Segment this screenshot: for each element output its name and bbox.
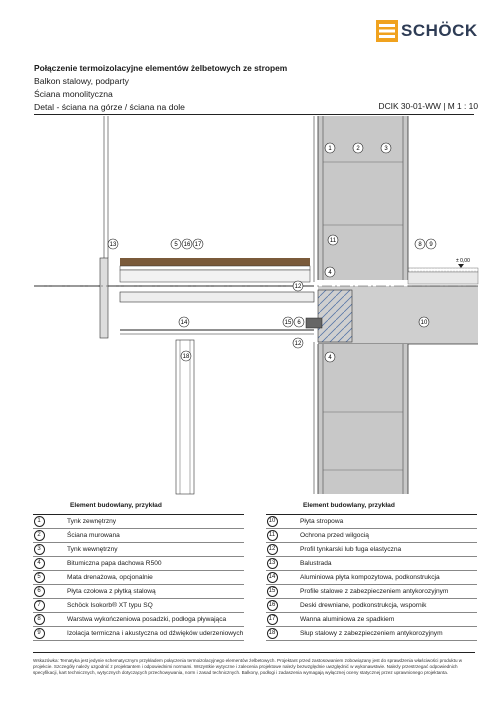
svg-text:12: 12 xyxy=(294,284,302,290)
callout-4b xyxy=(325,352,335,362)
legend-row xyxy=(33,585,244,599)
legend-text: Izolacja termiczna i akustyczna od dźwięków uderzeniowych xyxy=(45,627,244,641)
drawing-code: DCIK 30-01-WW | M 1 : 10 xyxy=(378,101,478,111)
callout-12a xyxy=(293,281,303,291)
legend-row xyxy=(266,627,477,641)
legend-text: Płyta czołowa z płytką stalową xyxy=(45,585,244,599)
legend-text: Schöck Isokorb® XT typu SQ xyxy=(45,599,244,613)
svg-text:18: 18 xyxy=(182,354,190,360)
legend-number: 17 xyxy=(267,614,278,625)
legend-row xyxy=(266,543,477,557)
svg-text:8: 8 xyxy=(418,242,422,248)
legend-number: 13 xyxy=(267,558,278,569)
legend-row xyxy=(266,557,477,571)
legend-row xyxy=(33,599,244,613)
legend-row xyxy=(33,543,244,557)
wooden-decking xyxy=(120,258,310,266)
legend-text: Ściana murowana xyxy=(45,529,244,543)
callout-5 xyxy=(171,239,181,249)
callout-9 xyxy=(426,239,436,249)
callout-12b xyxy=(293,338,303,348)
legend-number: 2 xyxy=(34,530,45,541)
legend-row xyxy=(266,571,477,585)
legend-text: Słup stalowy z zabezpieczeniem antykorozyjnym xyxy=(278,627,477,641)
callout-1 xyxy=(325,143,335,153)
steel-column xyxy=(176,340,194,494)
legend-row xyxy=(33,515,244,529)
callout-2 xyxy=(353,143,363,153)
callout-6 xyxy=(294,317,304,327)
legend-number: 18 xyxy=(267,628,278,639)
callout-15 xyxy=(283,317,293,327)
legend-number: 16 xyxy=(267,600,278,611)
legend-number: 4 xyxy=(34,558,45,569)
legend-text: Profil tynkarski lub fuga elastyczna xyxy=(278,543,477,557)
legend-header: Element budowlany, przykład xyxy=(33,497,244,515)
callout-8 xyxy=(415,239,425,249)
legend-number: 14 xyxy=(267,572,278,583)
callout-14 xyxy=(179,317,189,327)
isokorb-connector xyxy=(306,318,322,328)
legend-row xyxy=(266,585,477,599)
legend-row xyxy=(266,599,477,613)
legend-number: 15 xyxy=(267,586,278,597)
legend-number: 6 xyxy=(34,586,45,597)
legend-text: Balustrada xyxy=(278,557,477,571)
legend-table-left xyxy=(33,497,244,641)
svg-text:16: 16 xyxy=(183,242,191,248)
legend-row xyxy=(33,557,244,571)
legend-number: 11 xyxy=(267,530,278,541)
callout-13 xyxy=(108,239,118,249)
svg-text:6: 6 xyxy=(297,320,301,326)
legend-text: Warstwa wykończeniowa posadzki, podłoga pływająca xyxy=(45,613,244,627)
upper-wall-block xyxy=(318,116,408,280)
legend-number: 5 xyxy=(34,572,45,583)
legend-number: 7 xyxy=(34,600,45,611)
svg-text:4: 4 xyxy=(328,355,332,361)
svg-text:1: 1 xyxy=(328,146,332,152)
disclaimer-note: Wskazówka: Tematyka jest jedynie schematycznym przykładem połączenia termoizolacyjnego elementów żelbetowych. Projektant przed zastosowaniem zobowiązany jest do sprawdzenia właściwości produktu w projekcie. Szczegóły należy uzgodnić z projektantem i odpowiednimi normami. Wszystkie wytyczne i zalecenia projektowe należy bezwzględnie uwzględnić w wykonawstwie. Należy przestrzegać odpowiednich specyfikacji, kart technicznych, wytycznych dotyczących przechowywania, norm i zasad technicznych. Balkony, podłogi i zadaszenia wymagają wyłącznej oceny statycznej przez uprawnionego projektanta. xyxy=(33,658,463,676)
legend-text: Wanna aluminiowa ze spadkiem xyxy=(278,613,477,627)
svg-text:10: 10 xyxy=(420,320,428,326)
legend-table-right xyxy=(266,497,477,641)
legend-text: Ochrona przed wilgocią xyxy=(278,529,477,543)
legend-row xyxy=(33,627,244,641)
callout-17 xyxy=(193,239,203,249)
svg-text:2: 2 xyxy=(356,146,360,152)
svg-text:3: 3 xyxy=(384,146,388,152)
legend-row xyxy=(33,571,244,585)
subtitle-balcony: Balkon stalowy, podparty xyxy=(34,76,129,86)
legend-row xyxy=(266,529,477,543)
callout-16 xyxy=(182,239,192,249)
legend-row xyxy=(266,515,477,529)
insulation-block xyxy=(318,290,352,342)
legend-number: 12 xyxy=(267,544,278,555)
svg-text:17: 17 xyxy=(194,242,202,248)
legend-text: Tynk zewnętrzny xyxy=(45,515,244,529)
legend-number: 8 xyxy=(34,614,45,625)
legend-row xyxy=(33,613,244,627)
legend-text: Mata drenażowa, opcjonalnie xyxy=(45,571,244,585)
legend-number: 3 xyxy=(34,544,45,555)
callout-18 xyxy=(181,351,191,361)
lower-wall-block xyxy=(318,344,408,494)
callout-10 xyxy=(419,317,429,327)
legend-text: Aluminiowa płyta kompozytowa, podkonstrukcja xyxy=(278,571,477,585)
legend-text: Deski drewniane, podkonstrukcja, wspornik xyxy=(278,599,477,613)
brand-name: SCHÖCK xyxy=(401,21,478,40)
callout-11 xyxy=(328,235,338,245)
legend-text: Bitumiczna papa dachowa R500 xyxy=(45,557,244,571)
page-title: Połączenie termoizolacyjne elementów żelbetowych ze stropem xyxy=(34,63,288,73)
legend-header: Element budowlany, przykład xyxy=(266,497,477,515)
legend-row xyxy=(266,613,477,627)
level-label: ± 0,00 xyxy=(456,258,470,264)
steel-profile xyxy=(120,292,314,302)
svg-text:13: 13 xyxy=(109,242,117,248)
svg-text:11: 11 xyxy=(329,238,337,244)
subtitle-detail: Detal - ściana na górze / ściana na dole xyxy=(34,102,185,112)
callout-4a xyxy=(325,267,335,277)
svg-text:12: 12 xyxy=(294,341,302,347)
legend-text: Tynk wewnętrzny xyxy=(45,543,244,557)
legend-row xyxy=(33,529,244,543)
legend-text: Profile stalowe z zabezpieczeniem antykorozyjnym xyxy=(278,585,477,599)
svg-text:9: 9 xyxy=(429,242,433,248)
balustrade xyxy=(100,258,108,338)
subtitle-wall: Ściana monolityczna xyxy=(34,89,113,99)
legend-number: 10 xyxy=(267,516,278,527)
legend-text: Płyta stropowa xyxy=(278,515,477,529)
footer-divider xyxy=(33,652,475,653)
callout-3 xyxy=(381,143,391,153)
svg-text:4: 4 xyxy=(328,270,332,276)
svg-text:5: 5 xyxy=(174,242,178,248)
svg-text:14: 14 xyxy=(180,320,188,326)
svg-text:15: 15 xyxy=(284,320,292,326)
legend-number: 9 xyxy=(34,628,45,639)
legend-number: 1 xyxy=(34,516,45,527)
